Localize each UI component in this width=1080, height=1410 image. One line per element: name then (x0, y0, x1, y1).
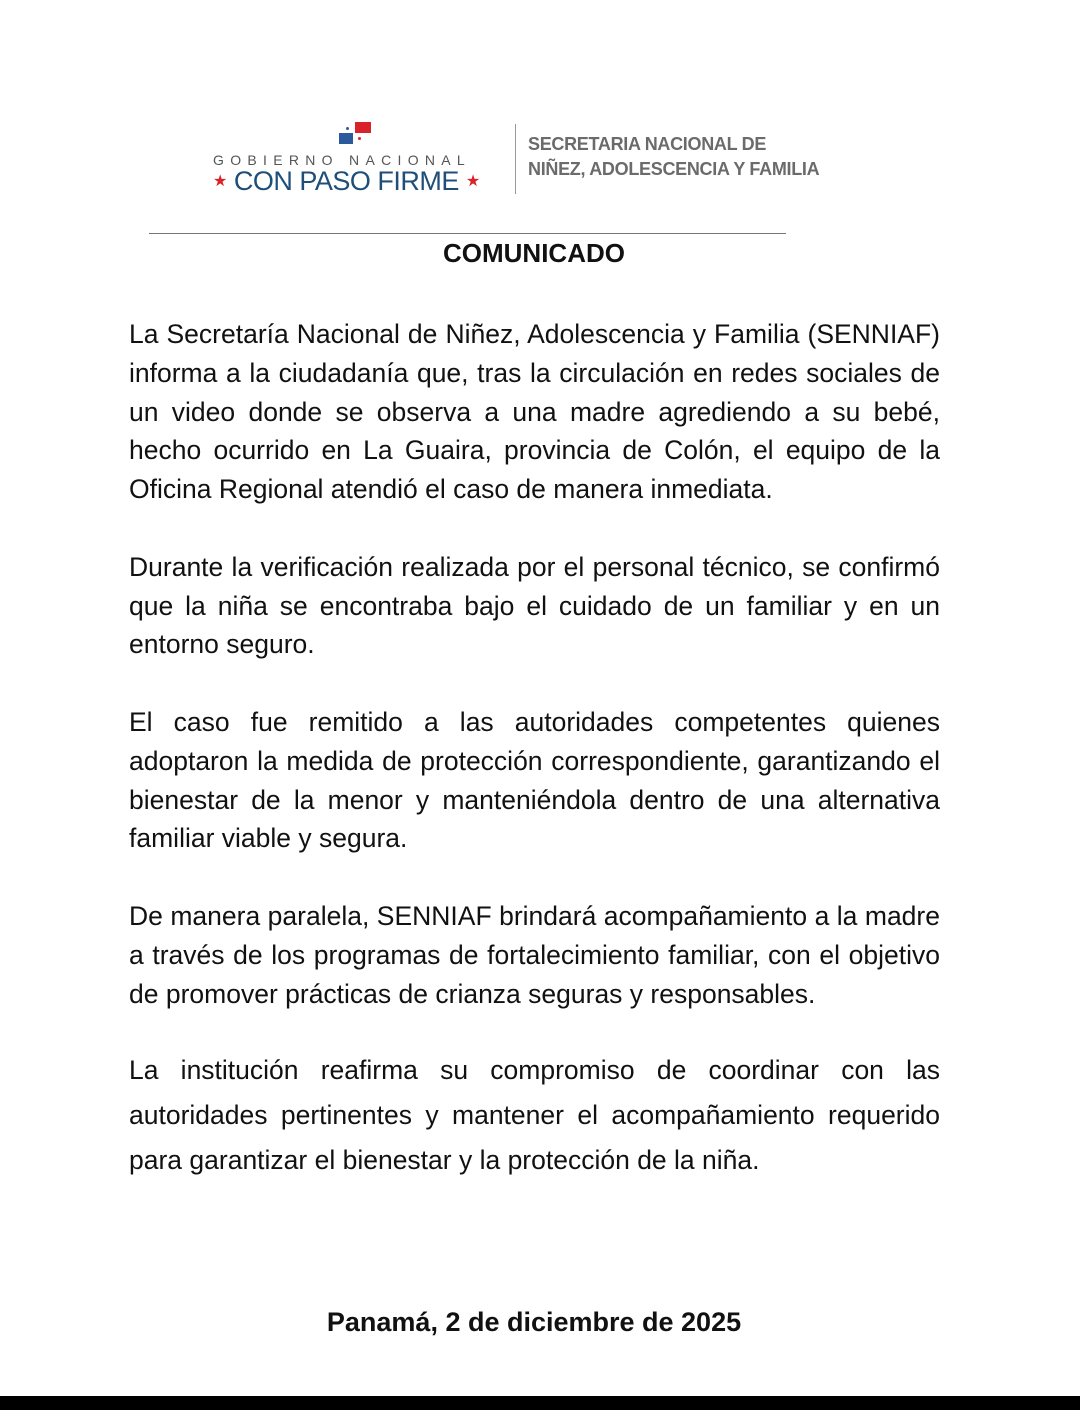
paragraph: La Secretaría Nacional de Niñez, Adolescencia y Familia (SENNIAF) informa a la ciudadanía que, tras la circulación en redes sociales de un video donde se observa a una madre agrediendo a su bebé, hecho ocurrido en La Guaira, provincia de Colón, el equipo de la Oficina Regional atendió el caso de manera inmediata. (129, 319, 940, 505)
logo-divider (515, 124, 516, 194)
panama-flag-icon (339, 122, 371, 148)
bottom-bar (0, 1396, 1080, 1410)
star-icon: ★ (213, 173, 227, 190)
header-rule (149, 233, 786, 234)
institution-name (528, 132, 819, 182)
logo-line1: GOBIERNO NACIONAL (213, 152, 472, 168)
institution-line2: NIÑEZ, ADOLESCENCIA Y FAMILIA (528, 159, 820, 179)
document-body (129, 315, 940, 1222)
document-title: COMUNICADO (443, 238, 625, 268)
institution-line1: SECRETARIA NACIONAL DE (528, 134, 767, 154)
paragraph: La institución reafirma su compromiso de coordinar con las autoridades pertinentes y mantener el acompañamiento requerido para garantizar el bienestar y la protección de la niña. (129, 1055, 940, 1176)
government-logo (205, 118, 505, 198)
paragraph: Durante la verificación realizada por el personal técnico, se confirmó que la niña se encontraba bajo el cuidado de un familiar y en un entorno seguro. (129, 551, 940, 660)
paragraph: El caso fue remitido a las autoridades competentes quienes adoptaron la medida de protección correspondiente, garantizando el bienestar de la menor y manteniéndola dentro de una alternativa familiar viable y segura. (129, 706, 940, 854)
star-icon: ★ (465, 173, 480, 190)
logo-line2-text: CON PASO FIRME (233, 166, 459, 196)
paragraph: De manera paralela, SENNIAF brindará acompañamiento a la madre a través de los programas de fortalecimiento familiar, con el objetivo de promover prácticas de crianza seguras y responsables. (129, 900, 940, 1009)
date-line: Panamá, 2 de diciembre de 2025 (326, 1307, 742, 1337)
logo-line2 (213, 166, 480, 197)
